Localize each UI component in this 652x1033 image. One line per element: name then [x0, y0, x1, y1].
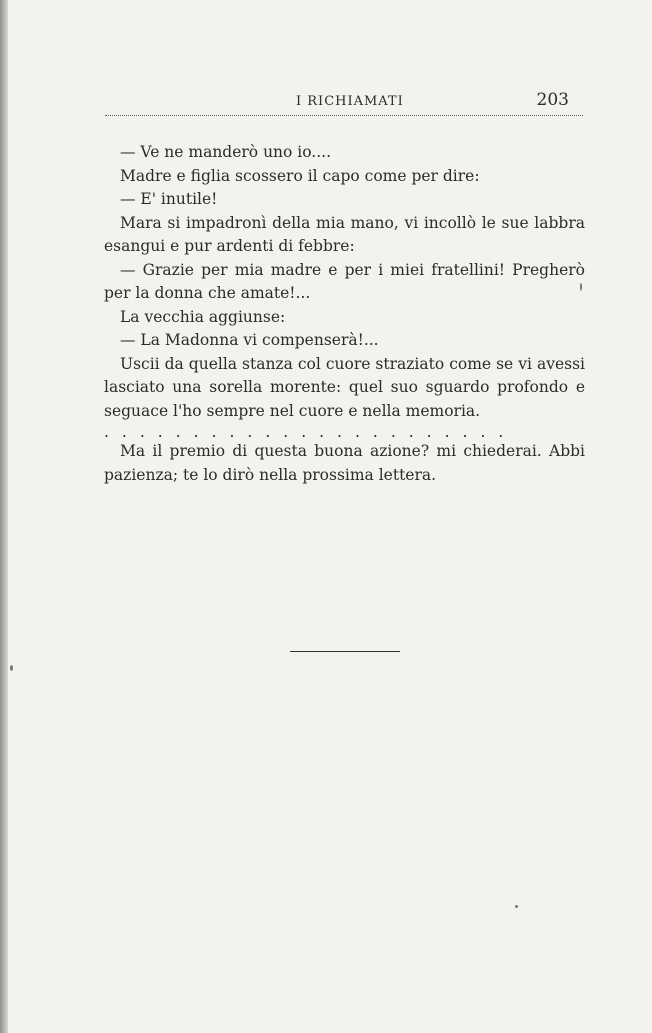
text-line: Madre e figlia scossero il capo come per dire:: [120, 166, 480, 185]
text-line: — Grazie per mia madre e per i miei fratellini! Pregherò: [120, 260, 585, 279]
text-line: Ma il premio di questa buona azione? mi chiederai. Abbi: [120, 442, 585, 460]
text-line: pazienza; te lo dirò nella prossima lettera.: [104, 465, 437, 484]
paper-speck: [580, 283, 582, 291]
text-line: La vecchia aggiunse:: [120, 307, 286, 326]
text-line: — E' inutile!: [120, 190, 218, 208]
page-header: [105, 90, 585, 118]
text-line: — La Madonna vi compenserà!...: [120, 331, 379, 349]
ellipsis-separator: .......................: [104, 424, 517, 440]
text-line: esangui e pur ardenti di febbre:: [104, 237, 355, 255]
page-edge-shadow: [0, 0, 8, 1033]
text-line: Mara si impadronì della mia mano, vi incollò le sue labbra: [120, 213, 585, 232]
body-text: [104, 141, 585, 487]
paper-speck: [515, 905, 518, 908]
paper-speck: [10, 665, 13, 671]
text-line: per la donna che amate!...: [104, 284, 311, 302]
text-line: Uscii da quella stanza col cuore straziato come se vi avessi: [120, 354, 585, 373]
page-number: 203: [536, 90, 569, 110]
end-rule: [290, 651, 400, 652]
text-line: seguace l'ho sempre nel cuore e nella memoria.: [104, 401, 481, 420]
header-rule: [105, 115, 583, 116]
text-line: — Ve ne manderò uno io....: [120, 143, 332, 161]
running-title: I RICHIAMATI: [296, 94, 404, 109]
text-line: lasciato una sorella morente: quel suo sguardo profondo e: [104, 378, 585, 396]
